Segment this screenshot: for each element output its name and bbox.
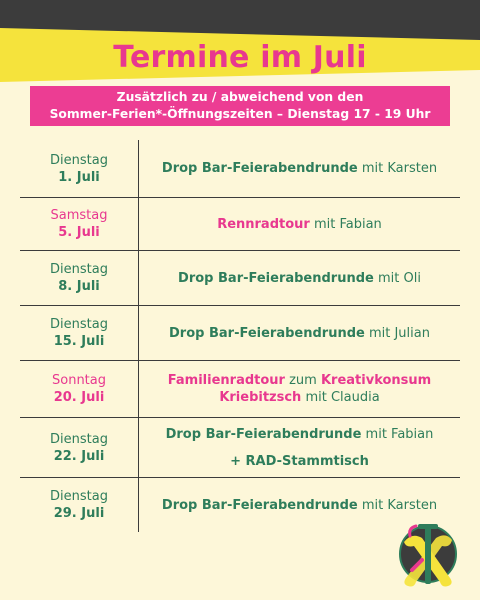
event-line <box>162 160 437 177</box>
event-detail: mit Karsten <box>357 497 438 513</box>
event-line <box>169 325 430 342</box>
table-row <box>20 360 460 417</box>
event-detail: mit Julian <box>364 325 430 341</box>
date-label: 15. Juli <box>53 334 105 349</box>
date-cell <box>20 198 138 250</box>
table-row <box>20 140 460 197</box>
weekday-label: Dienstag <box>50 431 108 447</box>
event-detail: zum <box>284 373 321 388</box>
table-row <box>20 250 460 305</box>
event-cell <box>139 140 460 197</box>
date-label: 5. Juli <box>58 225 100 240</box>
date-label: 29. Juli <box>53 506 105 521</box>
subtitle-line-2: Sommer-Ferien*-Öffnungszeiten – Dienstag 17 - 19 Uhr <box>49 107 431 121</box>
event-line <box>217 216 382 233</box>
weekday-label: Dienstag <box>50 489 108 504</box>
weekday-label: Dienstag <box>50 152 108 168</box>
table-row <box>20 197 460 250</box>
event-title: Kreativkonsum <box>320 373 432 388</box>
date-label: 8. Juli <box>58 279 100 294</box>
event-cell <box>139 198 460 250</box>
event-detail: mit Fabian <box>361 426 434 442</box>
weekday-label: Sonntag <box>52 373 106 388</box>
subtitle-line-1: Zusätzlich zu / abweichend von den <box>116 90 364 104</box>
event-detail: mit Karsten <box>357 161 438 176</box>
event-title: Drop Bar-Feierabendrunde <box>161 497 358 513</box>
event-cell <box>139 361 460 417</box>
event-cell <box>139 251 460 305</box>
table-row <box>20 417 460 477</box>
event-detail: mit Claudia <box>301 390 380 405</box>
date-label: 22. Juli <box>53 448 105 464</box>
date-cell <box>20 306 138 360</box>
date-cell <box>20 361 138 417</box>
date-label: 1. Juli <box>58 169 100 185</box>
event-detail: mit Oli <box>373 270 421 286</box>
date-cell <box>20 418 138 477</box>
weekday-label: Dienstag <box>50 317 108 332</box>
event-title: Drop Bar-Feierabendrunde <box>169 325 365 341</box>
event-line <box>178 270 421 287</box>
event-extra: + RAD-Stammtisch <box>230 453 369 469</box>
event-line <box>219 389 379 406</box>
date-cell <box>20 251 138 305</box>
weekday-label: Samstag <box>50 208 108 223</box>
bike-pump-wrench-logo-icon <box>392 512 464 592</box>
event-title: Drop Bar-Feierabendrunde <box>161 161 358 176</box>
event-cell <box>139 418 460 477</box>
schedule-table <box>20 140 460 532</box>
page-title: Termine im Juli <box>113 40 367 75</box>
weekday-label: Dienstag <box>50 262 108 277</box>
event-line <box>166 426 434 443</box>
event-title: Drop Bar-Feierabendrunde <box>178 270 374 286</box>
table-row <box>20 305 460 360</box>
event-line <box>162 497 437 514</box>
event-cell <box>139 306 460 360</box>
date-label: 20. Juli <box>53 390 105 405</box>
event-line <box>168 372 431 389</box>
date-cell <box>20 140 138 197</box>
date-cell <box>20 478 138 532</box>
event-title: Rennradtour <box>217 216 310 232</box>
event-title: Familienradtour <box>167 373 285 388</box>
event-title: Drop Bar-Feierabendrunde <box>165 426 362 442</box>
event-title: Kriebitzsch <box>219 390 302 405</box>
event-detail: mit Fabian <box>309 216 382 232</box>
